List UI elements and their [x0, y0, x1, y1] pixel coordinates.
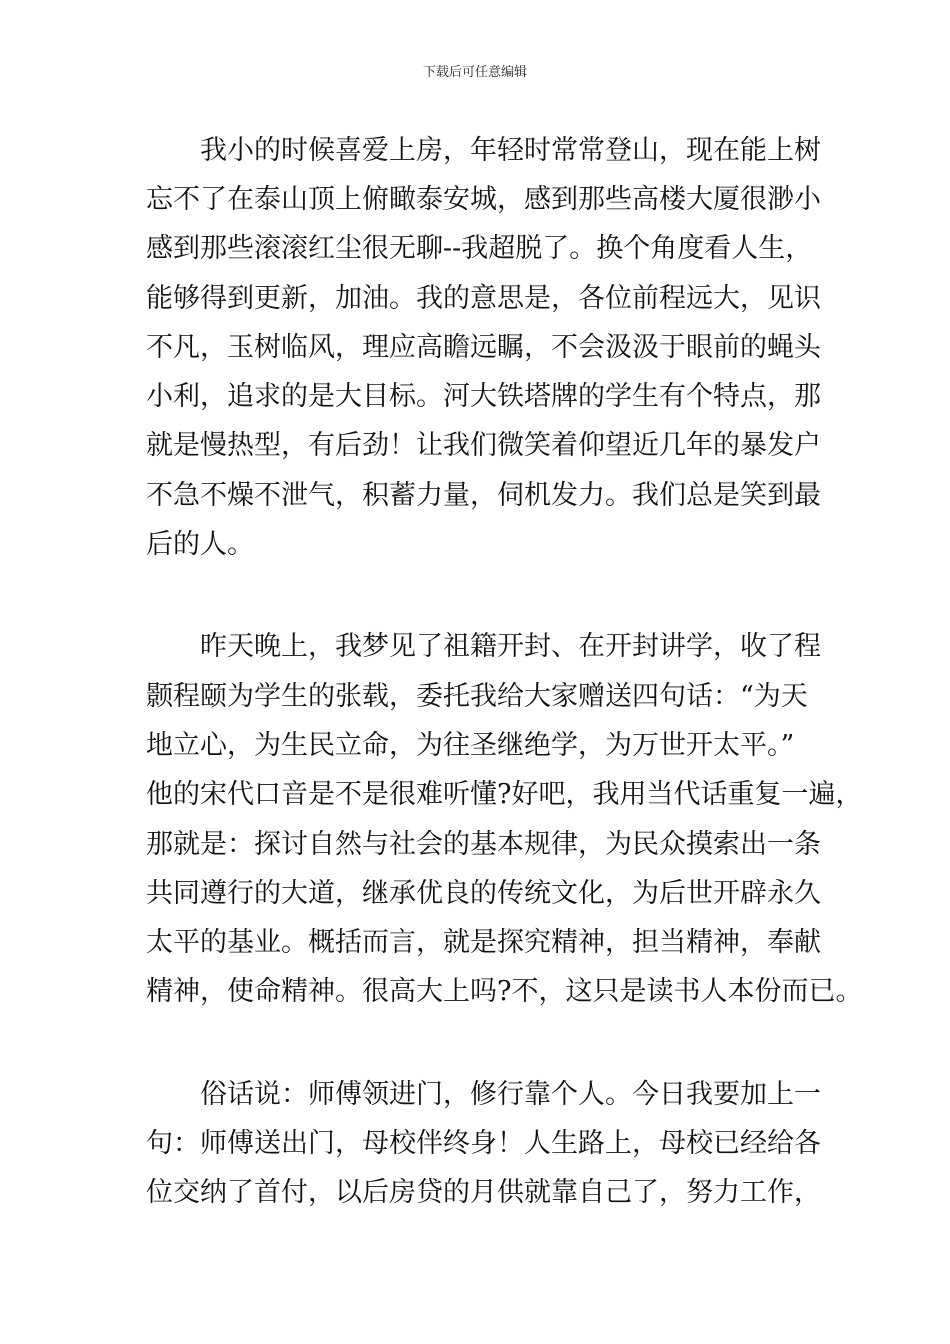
- text-line: 那就是：探讨自然与社会的基本规律，为民众摸索出一条: [146, 829, 821, 860]
- text-line: 句：师傅送出门，母校伴终身！人生路上，母校已经给各: [146, 1128, 821, 1159]
- page-header: 下载后可任意编辑: [422, 65, 527, 80]
- text-line: 太平的基业。概括而言，就是探究精神，担当精神，奉献: [146, 927, 821, 958]
- text-line: 不凡，玉树临风，理应高瞻远瞩，不会汲汲于眼前的蝇头: [146, 332, 821, 363]
- text-line: 后的人。: [146, 529, 254, 560]
- text-line: 就是慢热型，有后劲！让我们微笑着仰望近几年的暴发户: [146, 430, 821, 461]
- text-line: 共同遵行的大道，继承优良的传统文化，为后世开辟永久: [146, 878, 821, 909]
- text-line: 忘不了在泰山顶上俯瞰泰安城，感到那些高楼大厦很渺小: [146, 184, 821, 215]
- text-line: 感到那些滚滚红尘很无聊--我超脱了。换个角度看人生，: [146, 233, 813, 264]
- text-line: 小利，追求的是大目标。河大铁塔牌的学生有个特点，那: [146, 381, 821, 412]
- text-line: 他的宋代口音是不是很难听懂?好吧，我用当代话重复一遍，: [146, 779, 863, 810]
- text-line: 位交纳了首付，以后房贷的月供就靠自己了，努力工作，: [146, 1177, 821, 1208]
- text-line: 不急不燥不泄气，积蓄力量，伺机发力。我们总是笑到最: [146, 480, 821, 511]
- text-line: 昨天晚上，我梦见了祖籍开封、在开封讲学，收了程: [200, 631, 821, 662]
- text-line: 地立心，为生民立命，为往圣继绝学，为万世开太平。”: [146, 730, 795, 761]
- text-line: 精神，使命精神。很高大上吗?不，这只是读书人本份而已。: [146, 976, 863, 1007]
- text-line: 颢程颐为学生的张载，委托我给大家赠送四句话：“为天: [146, 681, 808, 712]
- text-line: 俗话说：师傅领进门，修行靠个人。今日我要加上一: [200, 1079, 821, 1110]
- text-line: 我小的时候喜爱上房，年轻时常常登山，现在能上树: [200, 135, 821, 166]
- text-line: 能够得到更新，加油。我的意思是，各位前程远大，见识: [146, 283, 821, 314]
